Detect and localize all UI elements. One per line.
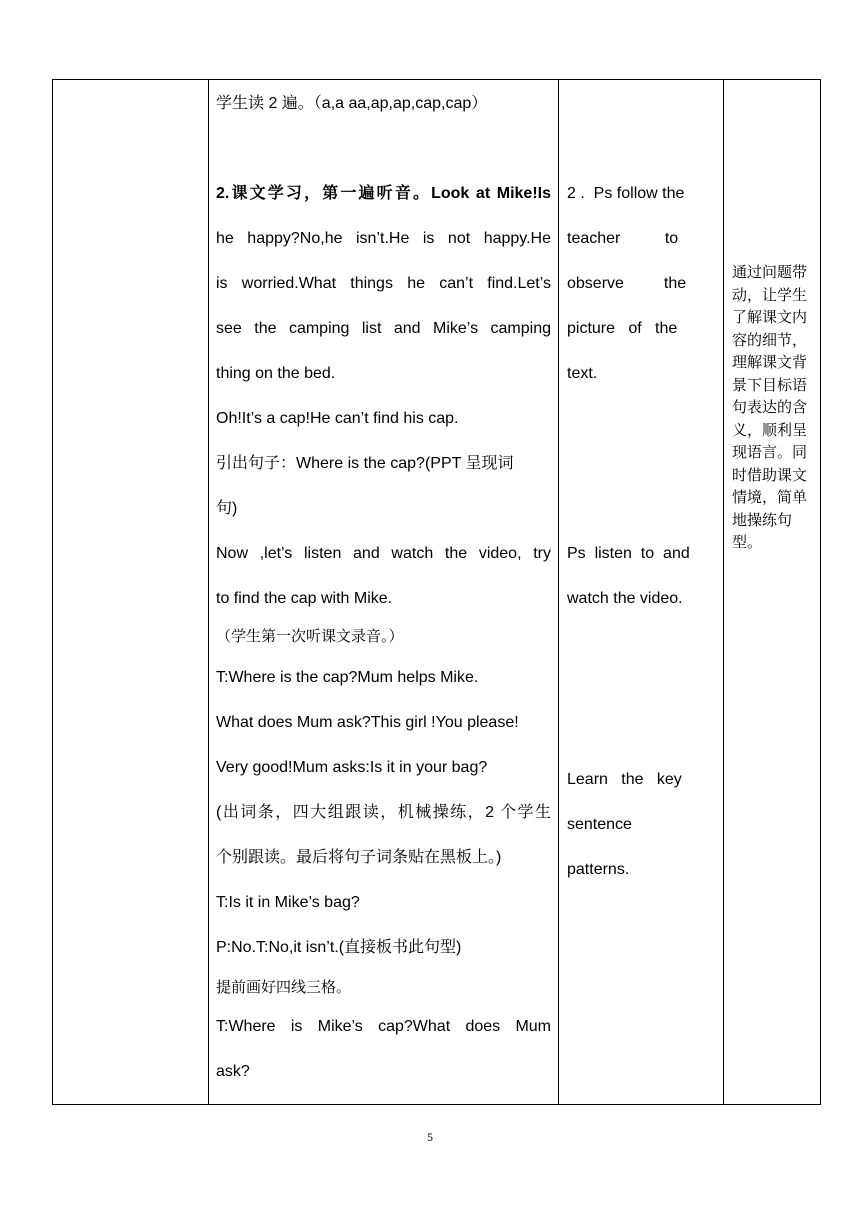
text-line: sentence — [567, 816, 632, 833]
text-line: Learn the key — [567, 771, 682, 788]
text-line: Now ,let’s listen and watch the video, try — [216, 545, 551, 562]
text-line: 个别跟读。最后将句子词条贴在黑板上。) — [216, 849, 502, 866]
lesson-plan-table — [52, 79, 821, 1105]
text-line: thing on the bed. — [216, 365, 336, 382]
text-line: see the camping list and Mike’s camping — [216, 320, 551, 337]
text-line: What does Mum ask?This girl !You please! — [216, 714, 519, 731]
text-line: watch the video. — [567, 590, 683, 607]
text-line: to find the cap with Mike. — [216, 590, 393, 607]
text-line: （学生第一次听课文录音。） — [216, 627, 404, 645]
text-line: teacher to — [567, 230, 679, 247]
text-line: 句) — [216, 500, 238, 517]
text-line: T:Is it in Mike’s bag? — [216, 894, 360, 911]
design-intent-text: 通过问题带动，让学生了解课文内容的细节，理解课文背景下目标语句表达的含义，顺利呈现语言。同时借助课文情境，简单地操练句型。 — [732, 263, 808, 551]
text-line: he happy?No,he isn’t.He is not happy.He — [216, 230, 551, 247]
text-line: P:No.T:No,it isn’t.(直接板书此句型) — [216, 939, 462, 956]
text-line: is worried.What things he can’t find.Let’s — [216, 275, 551, 292]
text-line: T:Where is the cap?Mum helps Mike. — [216, 669, 479, 686]
text-line: 学生读 2 遍。（a,a aa,ap,ap,cap,cap） — [216, 95, 488, 112]
column-divider — [208, 80, 209, 1104]
text-line: T:Where is Mike’s cap?What does Mum — [216, 1018, 551, 1035]
text-line: ask? — [216, 1063, 250, 1080]
text-line: Very good!Mum asks:Is it in your bag? — [216, 759, 488, 776]
text-line: Oh!It’s a cap!He can’t find his cap. — [216, 410, 459, 427]
text-line: picture of the — [567, 320, 678, 337]
text-line: 引出句子：Where is the cap?(PPT 呈现词 — [216, 455, 514, 472]
text-line: 提前画好四线三格。 — [216, 978, 352, 996]
column-divider — [558, 80, 559, 1104]
text-line: (出词条，四大组跟读，机械操练，2 个学生 — [216, 804, 551, 821]
text-line: 2.课文学习，第一遍听音。Look at Mike!Is — [216, 185, 551, 202]
text-line: 2 . Ps follow the — [567, 185, 685, 202]
text-line: text. — [567, 365, 598, 382]
text-line: patterns. — [567, 861, 630, 878]
page-number: 5 — [427, 1130, 433, 1144]
text-line: observe the — [567, 275, 687, 292]
column-divider — [723, 80, 724, 1104]
text-line: Ps listen to and — [567, 545, 690, 562]
